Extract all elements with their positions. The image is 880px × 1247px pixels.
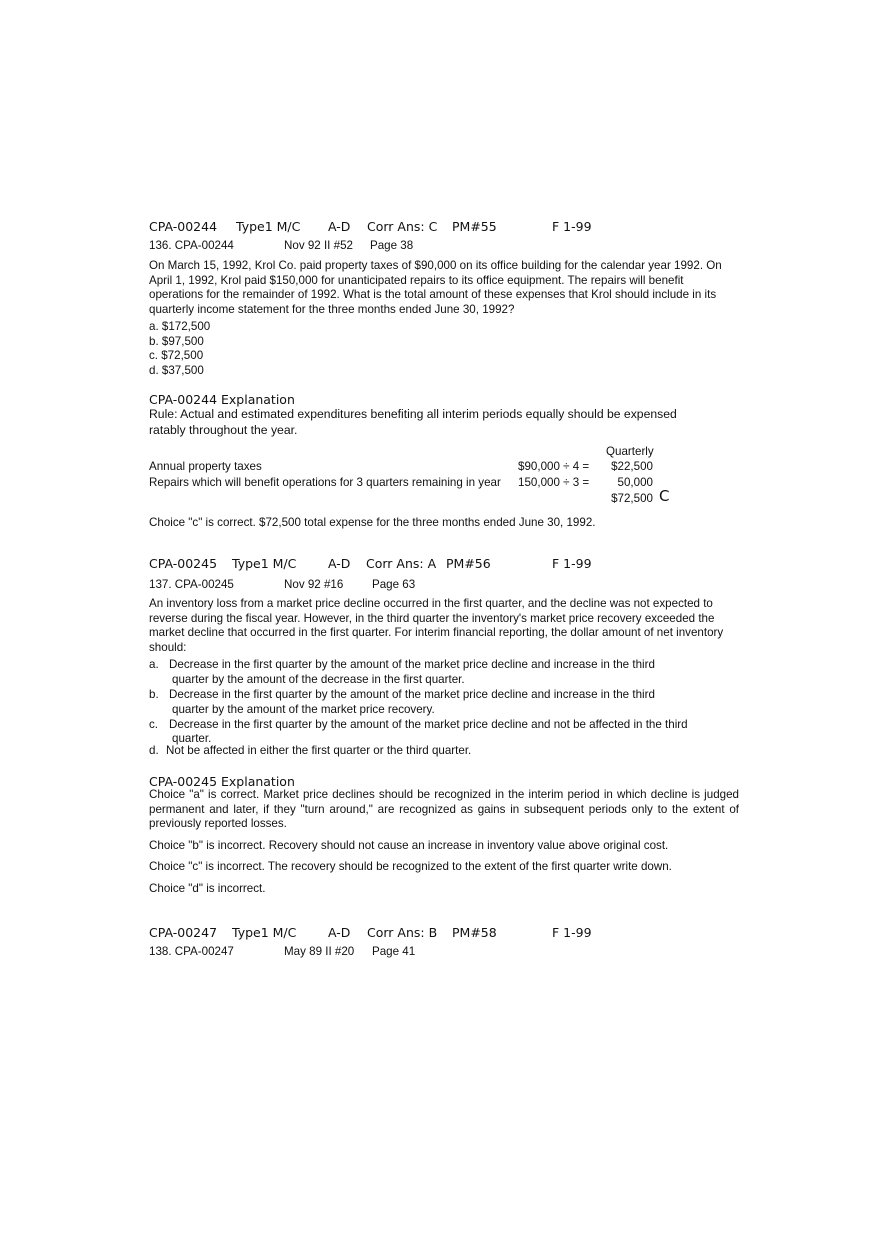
table-row-calc: 150,000 ÷ 3 = <box>518 476 590 489</box>
question-header-id: CPA-00245 <box>149 556 218 571</box>
question-header-range: A-D <box>328 219 351 234</box>
question-ref-exam: Nov 92 #16 <box>284 578 344 591</box>
question-ref-number: 137. CPA-00245 <box>149 578 234 591</box>
question-ref-number: 138. CPA-00247 <box>149 945 234 958</box>
question-ref-exam: Nov 92 II #52 <box>284 239 353 252</box>
question-header-correct-answer: Corr Ans: B <box>367 925 438 940</box>
choice-b-explanation: Choice "b" is incorrect. Recovery should not cause an increase in inventory value above original cost. <box>149 839 669 852</box>
table-column-header: Quarterly <box>606 445 654 458</box>
question-header-id: CPA-00244 <box>149 219 218 234</box>
answer-option-d: d. Not be affected in either the first quarter or the third quarter. <box>149 744 472 757</box>
explanation-header: CPA-00245 Explanation <box>149 774 295 789</box>
table-row-calc: $90,000 ÷ 4 = <box>518 460 590 473</box>
question-ref-page: Page 41 <box>372 945 416 958</box>
answer-option-a: a. Decrease in the first quarter by the amount of the market price decline and increase in the third quarter by the amount of the decrease in the first quarter. <box>149 658 655 686</box>
question-ref-exam: May 89 II #20 <box>284 945 355 958</box>
table-row-label: Repairs which will benefit operations for 3 quarters remaining in year <box>149 476 501 489</box>
answer-option-d: d. $37,500 <box>149 364 204 377</box>
question-header-range: A-D <box>328 925 351 940</box>
explanation-header: CPA-00244 Explanation <box>149 392 295 407</box>
question-header-type: Type1 M/C <box>236 219 301 234</box>
answer-option-b: b. $97,500 <box>149 335 204 348</box>
question-header-range: A-D <box>328 556 351 571</box>
question-header-type: Type1 M/C <box>232 925 297 940</box>
answer-option-c: c. $72,500 <box>149 349 204 362</box>
question-text: On March 15, 1992, Krol Co. paid property taxes of $90,000 on its office building for the calendar year 1992. On April 1, 1992, Krol paid $150,000 for unanticipated repairs to its office equipment. The repairs will benefit operations for the remainder of 1992. What is the total amount of these expenses that Krol should include in its quarterly income statement for the three months ended June 30, 1992? <box>149 259 722 316</box>
choice-c-explanation: Choice "c" is incorrect. The recovery should be recognized to the extent of the first quarter write down. <box>149 860 672 873</box>
question-header-form: F 1-99 <box>552 925 592 940</box>
explanation-rule: Rule: Actual and estimated expenditures benefiting all interim periods equally should be expensed ratably throughout the year. <box>149 407 677 437</box>
question-text: An inventory loss from a market price decline occurred in the first quarter, and the decline was not expected to reverse during the fiscal year. However, in the third quarter the inventory's market price recovery exceeded the market decline that occurred in the first quarter. For interim financial reporting, the dollar amount of net inventory should: <box>149 597 724 654</box>
question-header-pm: PM#56 <box>446 556 491 571</box>
question-ref-page: Page 38 <box>370 239 414 252</box>
question-header-pm: PM#55 <box>452 219 497 234</box>
question-header-correct-answer: Corr Ans: C <box>367 219 438 234</box>
question-header-form: F 1-99 <box>552 556 592 571</box>
answer-option-a: a. $172,500 <box>149 320 211 333</box>
question-ref-page: Page 63 <box>372 578 416 591</box>
table-row-label: Annual property taxes <box>149 460 262 473</box>
table-row-value: $22,500 <box>611 460 653 473</box>
answer-mark: C <box>659 487 670 505</box>
question-header-pm: PM#58 <box>452 925 497 940</box>
choice-d-explanation: Choice "d" is incorrect. <box>149 882 266 895</box>
answer-option-c: c. Decrease in the first quarter by the amount of the market price decline and not be affected in the third quarter. <box>149 718 688 745</box>
table-total: $72,500 <box>611 492 653 505</box>
question-ref-number: 136. CPA-00244 <box>149 239 234 252</box>
question-header-type: Type1 M/C <box>232 556 297 571</box>
answer-option-b: b. Decrease in the first quarter by the amount of the market price decline and increase in the third quarter by the amount of the market price recovery. <box>149 688 655 716</box>
question-header-form: F 1-99 <box>552 219 592 234</box>
table-row-value: 50,000 <box>617 476 653 489</box>
question-header-id: CPA-00247 <box>149 925 218 940</box>
explanation-text: Choice "a" is correct. Market price declines should be recognized in the interim period in which decline is judged permanent and later, if they "turn around," are recognized as gains in subsequent periods only to the extent of previously reported losses. <box>149 788 739 831</box>
question-header-correct-answer: Corr Ans: A <box>366 556 437 571</box>
explanation-conclusion: Choice "c" is correct. $72,500 total expense for the three months ended June 30, 1992. <box>149 516 596 529</box>
